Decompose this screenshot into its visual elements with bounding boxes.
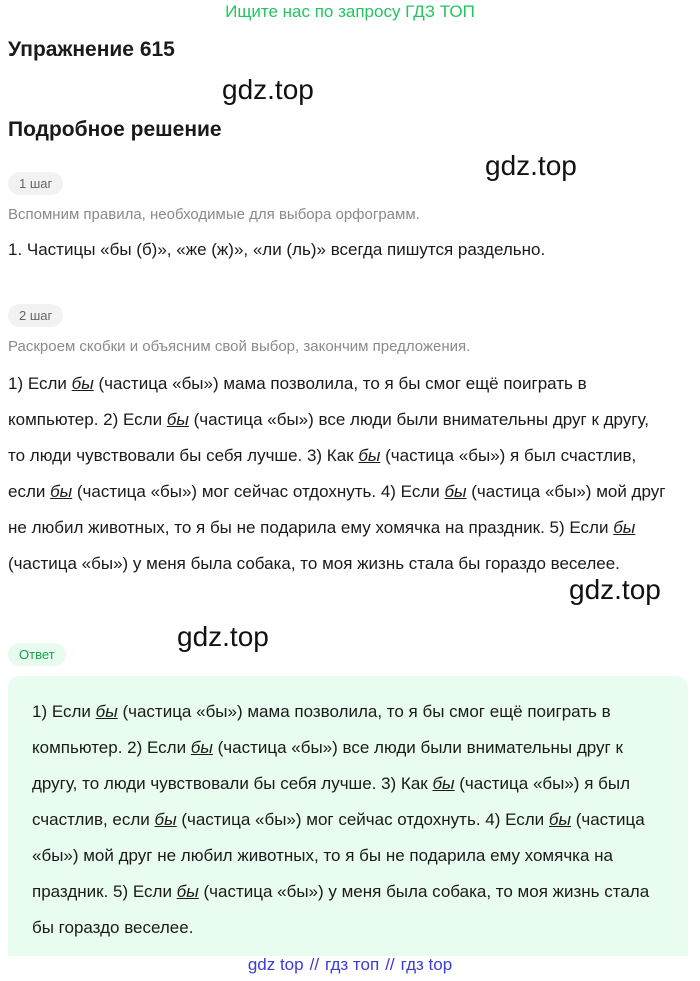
page-title: Упражнение 615: [8, 38, 175, 61]
text-segment: (частица «бы») мог сейчас отдохнуть. 4) Если: [72, 482, 445, 501]
text-segment: 1) Если: [32, 702, 96, 721]
text-segment: (частица «бы») все люди были внимательны друг к другу, то люди чувствовали бы себя лучше. 3) Как: [8, 410, 650, 465]
footer-link-gdz-top[interactable]: gdz top: [247, 955, 304, 974]
watermark: gdz.top: [485, 150, 577, 181]
footer-links: [0, 955, 700, 975]
particle-by: бы: [432, 774, 455, 793]
footer-separator: //: [385, 955, 395, 974]
particle-by: бы: [613, 518, 636, 537]
particle-by: бы: [71, 374, 94, 393]
particle-by: бы: [358, 446, 381, 465]
particle-by: бы: [50, 482, 73, 501]
answer-text: [32, 694, 664, 946]
top-banner: Ищите нас по запросу ГДЗ ТОП: [225, 2, 475, 21]
particle-by: бы: [444, 482, 467, 501]
text-segment: (частица «бы») я был счастлив, если: [8, 446, 637, 501]
footer-link-gdz-top-mixed[interactable]: гдз top: [400, 955, 453, 974]
solution-text: [8, 366, 668, 582]
text-segment: (частица «бы») все люди были внимательны друг к другу, то люди чувствовали бы себя лучше. 3) Как: [32, 738, 623, 793]
footer-link-gdz-top-ru[interactable]: гдз топ: [325, 955, 380, 974]
text-segment: (частица «бы») мама позволила, то я бы смог ещё поиграть в компьютер. 2) Если: [8, 374, 587, 429]
step-1-badge: 1 шаг: [8, 172, 63, 195]
watermark: gdz.top: [177, 621, 269, 652]
particle-by: бы: [95, 702, 118, 721]
particle-by: бы: [190, 738, 213, 757]
section-title: Подробное решение: [8, 118, 222, 141]
watermark: gdz.top: [222, 74, 314, 105]
footer-separator: //: [309, 955, 320, 974]
text-segment: (частица «бы») мог сейчас отдохнуть. 4) Если: [176, 810, 549, 829]
step-2-hint: Раскроем скобки и объясним свой выбор, закончим предложения.: [8, 338, 471, 355]
answer-box: [8, 676, 688, 956]
text-segment: (частица «бы») мой друг не любил животных, то я бы не подарила ему хомячка на праздник. 5) Если: [32, 810, 645, 901]
particle-by: бы: [154, 810, 177, 829]
text-segment: (частица «бы») мой друг не любил животных, то я бы не подарила ему хомячка на праздник. 5) Если: [8, 482, 666, 537]
text-segment: (частица «бы») у меня была собака, то моя жизнь стала бы гораздо веселее.: [32, 882, 650, 937]
step-1-rule: 1. Частицы «бы (б)», «же (ж)», «ли (ль)» всегда пишутся раздельно.: [8, 240, 546, 259]
text-segment: (частица «бы») у меня была собака, то моя жизнь стала бы гораздо веселее.: [8, 554, 620, 573]
text-segment: 1) Если: [8, 374, 72, 393]
text-segment: (частица «бы») я был счастлив, если: [32, 774, 630, 829]
step-1-hint: Вспомним правила, необходимые для выбора орфограмм.: [8, 206, 420, 223]
particle-by: бы: [166, 410, 189, 429]
step-2-badge: 2 шаг: [8, 304, 63, 327]
particle-by: бы: [548, 810, 571, 829]
answer-badge: Ответ: [8, 643, 66, 666]
watermark: gdz.top: [569, 574, 661, 605]
text-segment: (частица «бы») мама позволила, то я бы смог ещё поиграть в компьютер. 2) Если: [32, 702, 611, 757]
particle-by: бы: [176, 882, 199, 901]
